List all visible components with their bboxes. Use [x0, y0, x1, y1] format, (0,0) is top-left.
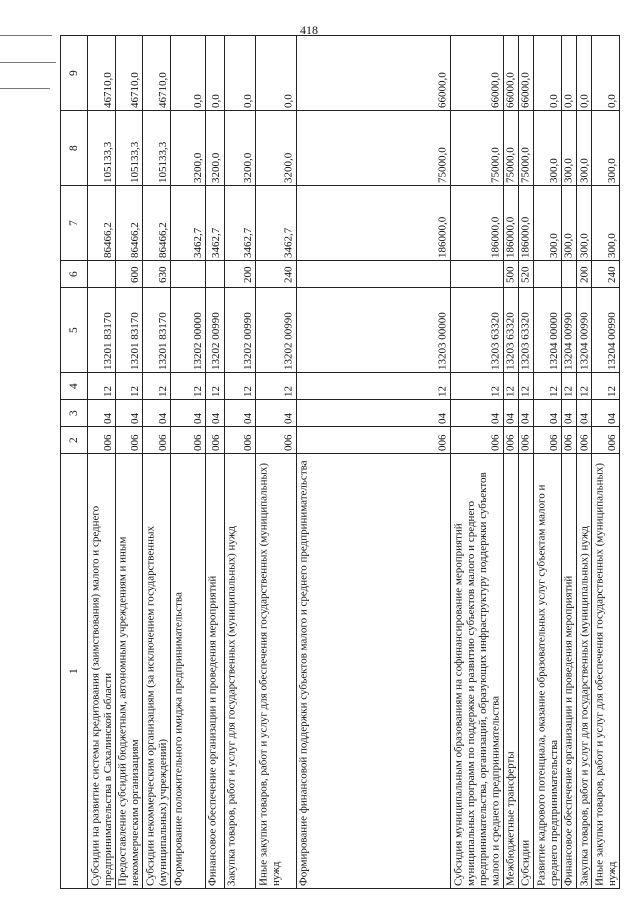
cell-name: Финансовое обеспечение организации и проведения мероприятий — [205, 454, 224, 889]
cell-c3: 04 — [88, 400, 116, 427]
cell-c8: 105133,3 — [115, 111, 143, 186]
cell-c9: 0,0 — [171, 36, 206, 111]
column-number-9: 9 — [61, 36, 88, 111]
cell-c8: 3200,0 — [256, 111, 297, 186]
cell-c6: 500 — [503, 261, 518, 288]
cell-c8: 3200,0 — [171, 111, 206, 186]
cell-c2: 006 — [451, 427, 503, 454]
cell-c2: 006 — [88, 427, 116, 454]
cell-c2: 006 — [534, 427, 562, 454]
table-body — [61, 36, 620, 889]
cell-c3: 04 — [503, 400, 518, 427]
cell-c3: 04 — [115, 400, 143, 427]
column-number-7: 7 — [61, 186, 88, 261]
cell-c7: 3462,7 — [205, 186, 224, 261]
cell-name: Закупка товаров, работ и услуг для государственных (муниципальных) нужд — [577, 454, 592, 889]
cell-c7: 186000,0 — [451, 186, 503, 261]
cell-c5: 13203 63320 — [518, 288, 533, 373]
cell-c7: 186000,0 — [518, 186, 533, 261]
cell-c8: 75000,0 — [503, 111, 518, 186]
cell-c2: 006 — [561, 427, 576, 454]
cell-c3: 04 — [592, 400, 620, 427]
cell-c7: 86466,2 — [143, 186, 171, 261]
cell-c3: 04 — [296, 400, 450, 427]
cell-c9: 66000,0 — [451, 36, 503, 111]
column-number-8: 8 — [61, 111, 88, 186]
cell-name: Финансовое обеспечение организации и проведения мероприятий — [561, 454, 576, 889]
cell-c5: 13201 83170 — [115, 288, 143, 373]
column-number-3: 3 — [61, 400, 88, 427]
cell-name: Иные закупки товаров, работ и услуг для обеспечения государственных (муниципальных) нужд — [256, 454, 297, 889]
cell-c6 — [296, 261, 450, 288]
cell-name: Субсидии на развитие системы кредитования (заимствования) малого и среднего предпринимательства в Сахалинской области — [88, 454, 116, 889]
cell-c2: 006 — [224, 427, 256, 454]
scan-artifact-line — [0, 88, 50, 89]
cell-c6: 240 — [256, 261, 297, 288]
cell-c2: 006 — [592, 427, 620, 454]
cell-c2: 006 — [205, 427, 224, 454]
cell-c8: 105133,3 — [143, 111, 171, 186]
cell-c6 — [451, 261, 503, 288]
cell-c6: 240 — [592, 261, 620, 288]
column-c6 — [61, 261, 620, 288]
cell-c4: 12 — [171, 373, 206, 400]
cell-c3: 04 — [143, 400, 171, 427]
cell-c6: 200 — [224, 261, 256, 288]
cell-c6 — [561, 261, 576, 288]
cell-name: Закупка товаров, работ и услуг для государственных (муниципальных) нужд — [224, 454, 256, 889]
cell-c8: 75000,0 — [518, 111, 533, 186]
cell-name: Развитие кадрового потенциала, оказание образовательных услуг субъектам малого и среднего предпринимательства — [534, 454, 562, 889]
cell-name: Субсидии — [518, 454, 533, 889]
cell-c5: 13204 00990 — [577, 288, 592, 373]
cell-c9: 0,0 — [534, 36, 562, 111]
cell-c4: 12 — [534, 373, 562, 400]
column-c7 — [61, 186, 620, 261]
cell-c7: 86466,2 — [115, 186, 143, 261]
cell-name: Субсидия муниципальным образованиям на софинансирование мероприятий муниципальных программ по поддержке и развитию субъектов малого и среднего предпринимательства, организаций, образующих инфраструктуру поддержки субъектов малого и среднего предпринимательства — [451, 454, 503, 889]
column-c9 — [61, 36, 620, 111]
cell-c9: 46710,0 — [115, 36, 143, 111]
cell-c9: 0,0 — [224, 36, 256, 111]
cell-name: Предоставление субсидий бюджетным, автономным учреждениям и иным некоммерческим организациям — [115, 454, 143, 889]
cell-c5: 13204 00990 — [561, 288, 576, 373]
cell-c9: 66000,0 — [503, 36, 518, 111]
cell-c5: 13203 63320 — [451, 288, 503, 373]
budget-table — [60, 35, 620, 889]
cell-c3: 04 — [224, 400, 256, 427]
cell-c5: 13204 00990 — [592, 288, 620, 373]
cell-c4: 12 — [224, 373, 256, 400]
column-c4 — [61, 373, 620, 400]
cell-c7: 300,0 — [534, 186, 562, 261]
cell-c7: 300,0 — [577, 186, 592, 261]
column-number-2: 2 — [61, 427, 88, 454]
cell-c9: 0,0 — [561, 36, 576, 111]
cell-c8: 3200,0 — [224, 111, 256, 186]
cell-c6 — [534, 261, 562, 288]
cell-c4: 12 — [592, 373, 620, 400]
cell-c4: 12 — [143, 373, 171, 400]
cell-c4: 12 — [518, 373, 533, 400]
cell-c5: 13201 83170 — [143, 288, 171, 373]
cell-c5: 13202 00990 — [224, 288, 256, 373]
cell-c9: 0,0 — [256, 36, 297, 111]
cell-c8: 300,0 — [577, 111, 592, 186]
cell-c5: 13202 00990 — [256, 288, 297, 373]
cell-name: Межбюджетные трансферты — [503, 454, 518, 889]
cell-c5: 13202 00990 — [205, 288, 224, 373]
scan-artifact-line — [0, 35, 52, 36]
page-number: 418 — [300, 23, 318, 37]
column-number-1: 1 — [61, 454, 88, 889]
cell-c4: 12 — [561, 373, 576, 400]
column-number-4: 4 — [61, 373, 88, 400]
cell-c6 — [205, 261, 224, 288]
cell-c9: 0,0 — [205, 36, 224, 111]
cell-c4: 12 — [296, 373, 450, 400]
cell-c5: 13201 83170 — [88, 288, 116, 373]
cell-c8: 75000,0 — [451, 111, 503, 186]
cell-c4: 12 — [503, 373, 518, 400]
cell-c3: 04 — [171, 400, 206, 427]
cell-c7: 3462,7 — [256, 186, 297, 261]
column-number-5: 5 — [61, 288, 88, 373]
cell-c8: 300,0 — [592, 111, 620, 186]
document-stage — [60, 35, 620, 886]
cell-name: Формирование финансовой поддержки субъектов малого и среднего предпринимательства — [296, 454, 450, 889]
cell-c6 — [88, 261, 116, 288]
cell-c5: 13203 63320 — [503, 288, 518, 373]
cell-c7: 3462,7 — [171, 186, 206, 261]
cell-c2: 006 — [171, 427, 206, 454]
cell-c3: 04 — [561, 400, 576, 427]
cell-c9: 66000,0 — [518, 36, 533, 111]
cell-c6: 200 — [577, 261, 592, 288]
cell-c4: 12 — [451, 373, 503, 400]
rotated-table-wrapper — [60, 35, 620, 886]
cell-c9: 46710,0 — [143, 36, 171, 111]
cell-c2: 006 — [115, 427, 143, 454]
cell-c9: 66000,0 — [296, 36, 450, 111]
cell-name: Субсидии некоммерческим организациям (за исключением государственных (муниципальных) учреждений) — [143, 454, 171, 889]
cell-c8: 3200,0 — [205, 111, 224, 186]
cell-c8: 75000,0 — [296, 111, 450, 186]
cell-c9: 46710,0 — [88, 36, 116, 111]
cell-c3: 04 — [534, 400, 562, 427]
cell-c2: 006 — [577, 427, 592, 454]
cell-c6: 600 — [115, 261, 143, 288]
cell-name: Иные закупки товаров, работ и услуг для обеспечения государственных (муниципальных) нужд — [592, 454, 620, 889]
cell-c3: 04 — [577, 400, 592, 427]
cell-c7: 3462,7 — [224, 186, 256, 261]
cell-c4: 12 — [577, 373, 592, 400]
cell-c4: 12 — [88, 373, 116, 400]
cell-c2: 006 — [296, 427, 450, 454]
column-name — [61, 454, 620, 889]
cell-c3: 04 — [205, 400, 224, 427]
cell-c7: 186000,0 — [296, 186, 450, 261]
cell-c3: 04 — [451, 400, 503, 427]
cell-name: Формирование положительного имиджа предпринимательства — [171, 454, 206, 889]
cell-c4: 12 — [256, 373, 297, 400]
cell-c9: 0,0 — [592, 36, 620, 111]
cell-c6: 630 — [143, 261, 171, 288]
cell-c6: 520 — [518, 261, 533, 288]
cell-c7: 186000,0 — [503, 186, 518, 261]
cell-c7: 86466,2 — [88, 186, 116, 261]
column-c3 — [61, 400, 620, 427]
cell-c5: 13203 00000 — [296, 288, 450, 373]
cell-c9: 0,0 — [577, 36, 592, 111]
cell-c5: 13204 00000 — [534, 288, 562, 373]
cell-c5: 13202 00000 — [171, 288, 206, 373]
column-c8 — [61, 111, 620, 186]
cell-c8: 300,0 — [561, 111, 576, 186]
cell-c2: 006 — [143, 427, 171, 454]
cell-c8: 300,0 — [534, 111, 562, 186]
cell-c4: 12 — [115, 373, 143, 400]
column-c2 — [61, 427, 620, 454]
cell-c7: 300,0 — [592, 186, 620, 261]
cell-c2: 006 — [256, 427, 297, 454]
cell-c6 — [171, 261, 206, 288]
cell-c3: 04 — [256, 400, 297, 427]
column-c5 — [61, 288, 620, 373]
cell-c2: 006 — [518, 427, 533, 454]
cell-c8: 105133,3 — [88, 111, 116, 186]
scan-artifact-line — [0, 62, 56, 63]
cell-c7: 300,0 — [561, 186, 576, 261]
cell-c4: 12 — [205, 373, 224, 400]
cell-c3: 04 — [518, 400, 533, 427]
cell-c2: 006 — [503, 427, 518, 454]
column-number-6: 6 — [61, 261, 88, 288]
